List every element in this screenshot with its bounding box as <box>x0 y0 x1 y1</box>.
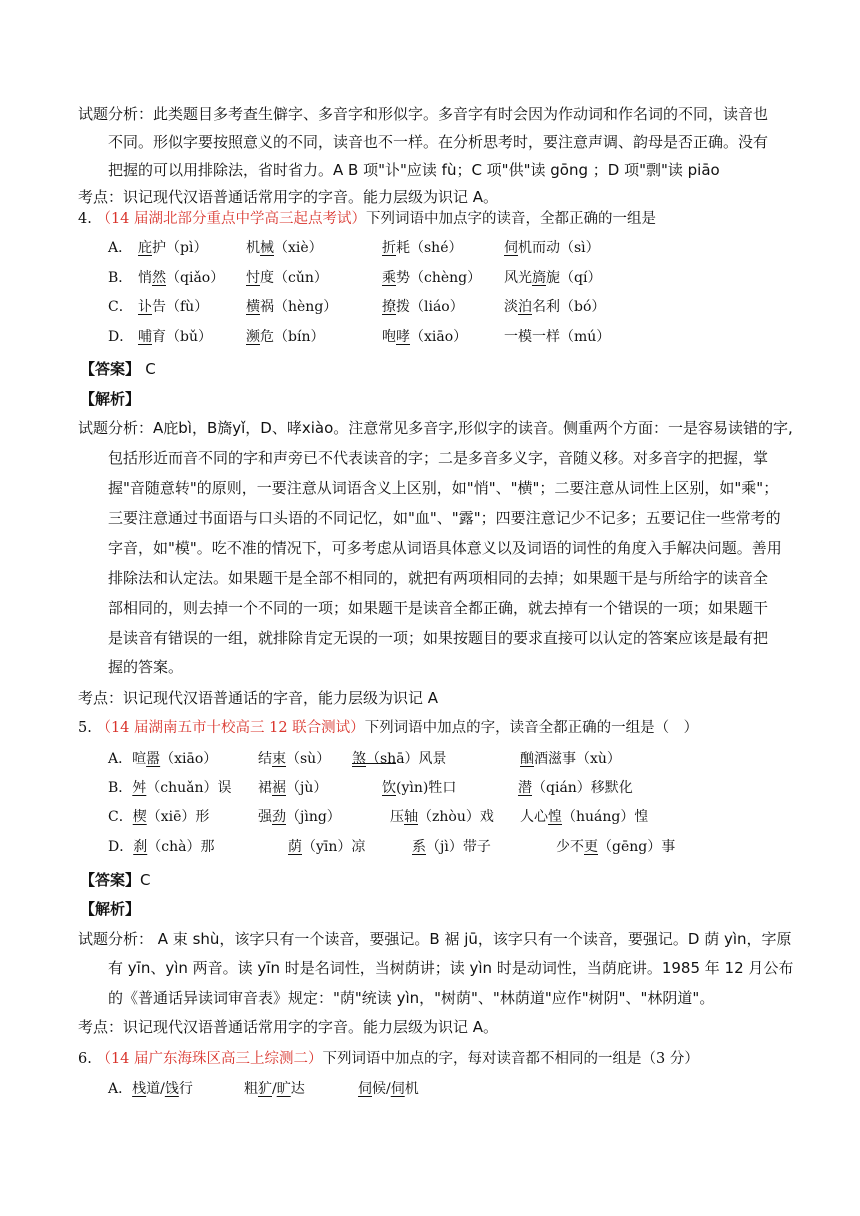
option-text: 强 <box>258 809 272 825</box>
kaodian-line: 考点：识记现代汉语普通话的字音，能力层级为识记 A <box>78 689 439 707</box>
option-text: （xiāo） <box>160 751 218 767</box>
analysis-line: 试题分析：A庇bì，B旖yǐ，D、哮xiào。注意常见多音字,形似字的读音。侧重两个方面：一是容易读错的字, <box>78 419 793 437</box>
analysis-line: 部相同的，则去掉一个不同的一项；如果题干是读音全都正确，就去掉有一个错误的一项；如果题干 <box>108 599 769 617</box>
dotted-word: 庇 <box>138 240 152 256</box>
dotted-word: 旖 <box>532 270 546 286</box>
dotted-word: 横 <box>246 299 260 315</box>
dotted-word: 然 <box>152 270 166 286</box>
analysis-line: 包括形近而音不同的字和声旁已不代表读音的字；二是多音多义字，音随义移。对多音字的把握，掌 <box>108 449 769 467</box>
dotted-word: 系 <box>412 839 426 855</box>
dotted-word: 更 <box>584 839 598 855</box>
word-rest: 耗（shé） <box>396 240 463 256</box>
word-rest: 危（bín） <box>260 329 325 345</box>
question-text: 下列词语中加点的字，读音全都正确的一组是（ ） <box>364 720 699 736</box>
analysis-line: 试题分析： A 束 shù，该字只有一个读音，要强记。B 裾 jū，该字只有一个读音，要强记。D 荫 yìn，字原 <box>78 930 792 948</box>
option-letter: C． <box>108 299 133 315</box>
analysis-line: 字音，如"模"。吃不准的情况下，可多考虑从词语具体意义以及词语的词性的角度入手解决问题。善用 <box>108 539 782 557</box>
word-rest: （qiǎo） <box>166 270 225 286</box>
blank-line <box>352 749 396 764</box>
question-4-stem <box>78 209 656 229</box>
question-number: 5. <box>78 720 92 736</box>
dotted-word: 嚣 <box>146 751 161 767</box>
question-text: 下列词语中加点字的读音，全都正确的一组是 <box>366 211 657 227</box>
dotted-word: 轴 <box>404 809 418 825</box>
dotted-word: 栈 <box>132 1081 147 1097</box>
word-rest: 拨（liáo） <box>396 299 464 315</box>
question-source: （14 届湖南五市十校高三 12 联合测试） <box>96 720 365 736</box>
answer-label: 【答案】 <box>80 871 141 889</box>
analysis-line: 的《普通话异读词审音表》规定："荫"统读 yìn，"树荫"、"林荫道"应作"树阴"、"林阴道"。 <box>108 989 715 1007</box>
option-text: （sù） <box>286 751 331 767</box>
dotted-word: 束 <box>272 751 286 767</box>
word-rest: （xiè） <box>274 240 323 256</box>
dotted-word: 哮 <box>396 329 410 345</box>
option-text: D． <box>108 839 134 855</box>
answer-label: 【答案】 <box>80 360 141 378</box>
option-text: 道/ <box>146 1081 165 1097</box>
answer-value: C <box>145 360 156 378</box>
dotted-word: 伺 <box>358 1081 372 1097</box>
question-6-stem <box>78 1049 699 1069</box>
analysis-line: 不同。形似字要按照意义的不同，读音也不一样。在分析思考时，要注意声调、韵母是否正确。没有 <box>108 133 769 151</box>
word-prefix: 咆 <box>382 329 396 345</box>
option-text: 达 <box>290 1081 305 1097</box>
option-text: （chà）那 <box>147 839 215 855</box>
option-text: 机 <box>404 1081 419 1097</box>
dotted-word: 荫 <box>288 839 302 855</box>
option-text: / <box>272 1081 277 1097</box>
question-source: （14 届广东海珠区高三上综测二） <box>96 1051 323 1067</box>
question-number: 4. <box>78 211 92 227</box>
analysis-line: 排除法和认定法。如果题干是全部不相同的，就把有两项相同的去掉；如果题干是与所给字的读音全 <box>108 569 769 587</box>
option-text: 少不 <box>556 839 584 855</box>
analysis-line: 把握的可以用排除法，省时省力。A B 项"讣"应读 fù；C 项"供"读 gōng ；D 项"剽"读 piāo <box>108 161 720 179</box>
word-prefix: 机 <box>246 240 260 256</box>
question-5-stem <box>78 718 698 738</box>
dotted-word: 伺 <box>504 240 518 256</box>
question-source: （14 届湖北部分重点中学高三起点考试） <box>96 211 367 227</box>
dotted-word: 忖 <box>246 270 260 286</box>
question-text: 下列词语中加点的字，每对读音都不相同的一组是（3 分） <box>322 1051 699 1067</box>
dotted-word: 哺 <box>138 329 152 345</box>
answer-line <box>80 870 151 890</box>
word-rest: 势（chèng） <box>396 270 482 286</box>
option-text: （xiē）形 <box>146 809 210 825</box>
word-prefix: 悄 <box>138 270 152 286</box>
option-letter: D． <box>108 329 134 345</box>
analysis-line: 有 yīn、yìn 两音。读 yīn 时是名词性，当树荫讲；读 yìn 时是动词性，当荫庇讲。1985 年 12 月公布 <box>108 959 794 977</box>
analysis-line: 是读音有错误的一组，就排除肯定无误的一项；如果按题目的要求直接可以认定的答案应该是最有把 <box>108 629 769 647</box>
dotted-word: 旷 <box>276 1081 291 1097</box>
option-text: 酒滋事（xù） <box>534 751 621 767</box>
option-text: A．喧 <box>108 751 147 767</box>
option-text: （shā）风景 <box>366 751 447 767</box>
dotted-word: 饯 <box>164 1081 179 1097</box>
option-text: 裙 <box>258 780 272 796</box>
option-text: （qián）移默化 <box>532 780 633 796</box>
dotted-word: 讣 <box>138 299 152 315</box>
dotted-word: 濒 <box>246 329 260 345</box>
word-prefix: 风光 <box>504 270 532 286</box>
dotted-word: 折 <box>382 240 396 256</box>
option-text: （gēng）事 <box>598 839 676 855</box>
word-rest: 育（bǔ） <box>152 329 212 345</box>
dotted-word: 煞 <box>352 751 366 767</box>
dotted-word: 舛 <box>132 780 147 796</box>
dotted-word: 泊 <box>518 299 532 315</box>
word-rest: （xiāo） <box>410 329 468 345</box>
dotted-word: 裾 <box>272 780 286 796</box>
word-rest: 护（pì） <box>152 240 208 256</box>
dotted-word: 伺 <box>390 1081 405 1097</box>
question-number: 6. <box>78 1051 92 1067</box>
option-text: （yīn）凉 <box>302 839 366 855</box>
option-text: (yìn)牲口 <box>396 780 457 796</box>
dotted-word: 劲 <box>272 809 286 825</box>
option-text: 压 <box>390 809 404 825</box>
word-rest: 度（cǔn） <box>260 270 328 286</box>
option-text: 行 <box>178 1081 193 1097</box>
analysis-line: 握的答案。 <box>108 658 184 676</box>
word-rest: 名利（bó） <box>532 299 606 315</box>
option-letter: B． <box>108 270 133 286</box>
option-text: 粗 <box>244 1081 258 1097</box>
dotted-word: 刹 <box>133 839 148 855</box>
dotted-word: 乘 <box>382 270 396 286</box>
option-text: A． <box>108 1081 133 1097</box>
word-prefix: 淡 <box>504 299 518 315</box>
option-text: （jù） <box>286 780 328 796</box>
analysis-label: 【解析】 <box>80 900 141 918</box>
option-text: （jìng） <box>286 809 341 825</box>
option-text: （huáng）惶 <box>562 809 649 825</box>
analysis-line: 握"音随意转"的原则，一要注意从词语含义上区别，如"悄"、"横"；二要注意从词性上区别，如"乘"； <box>108 479 779 497</box>
word-rest: 一模一样（mú） <box>504 329 611 345</box>
answer-line <box>80 359 156 379</box>
option-text: （zhòu）戏 <box>418 809 494 825</box>
option-text: C． <box>108 809 133 825</box>
dotted-word: 犷 <box>258 1081 272 1097</box>
analysis-label: 【解析】 <box>80 390 141 408</box>
option-text: B． <box>108 780 133 796</box>
option-text: 候/ <box>372 1081 391 1097</box>
analysis-line: 试题分析：此类题目多考查生僻字、多音字和形似字。多音字有时会因为作动词和作名词的不同，读音也 <box>78 105 769 123</box>
option-letter: A． <box>108 240 133 256</box>
option-text: 人心 <box>520 809 548 825</box>
word-rest: 旎（qí） <box>546 270 602 286</box>
dotted-word: 惶 <box>548 809 562 825</box>
option-text: （jì）带子 <box>426 839 491 855</box>
dotted-word: 械 <box>260 240 274 256</box>
dotted-word: 撩 <box>382 299 396 315</box>
analysis-line: 三要注意通过书面语与口头语的不同记忆，如"血"、"露"；四要注意记少不记多；五要记住一些常考的 <box>108 509 781 527</box>
kaodian-line: 考点：识记现代汉语普通话常用字的字音。能力层级为识记 A。 <box>78 1018 499 1036</box>
answer-value: C <box>140 871 151 889</box>
kaodian-line: 考点：识记现代汉语普通话常用字的字音。能力层级为识记 A。 <box>78 188 499 206</box>
option-text: 结 <box>258 751 272 767</box>
dotted-word: 潜 <box>518 780 532 796</box>
dotted-word: 楔 <box>132 809 147 825</box>
word-rest: 告（fù） <box>152 299 209 315</box>
word-rest: 机而动（sì） <box>518 240 600 256</box>
option-text: （chuǎn）误 <box>146 780 232 796</box>
word-rest: 祸（hèng） <box>260 299 338 315</box>
dotted-word: 饮 <box>382 780 396 796</box>
dotted-word: 酗 <box>520 751 534 767</box>
